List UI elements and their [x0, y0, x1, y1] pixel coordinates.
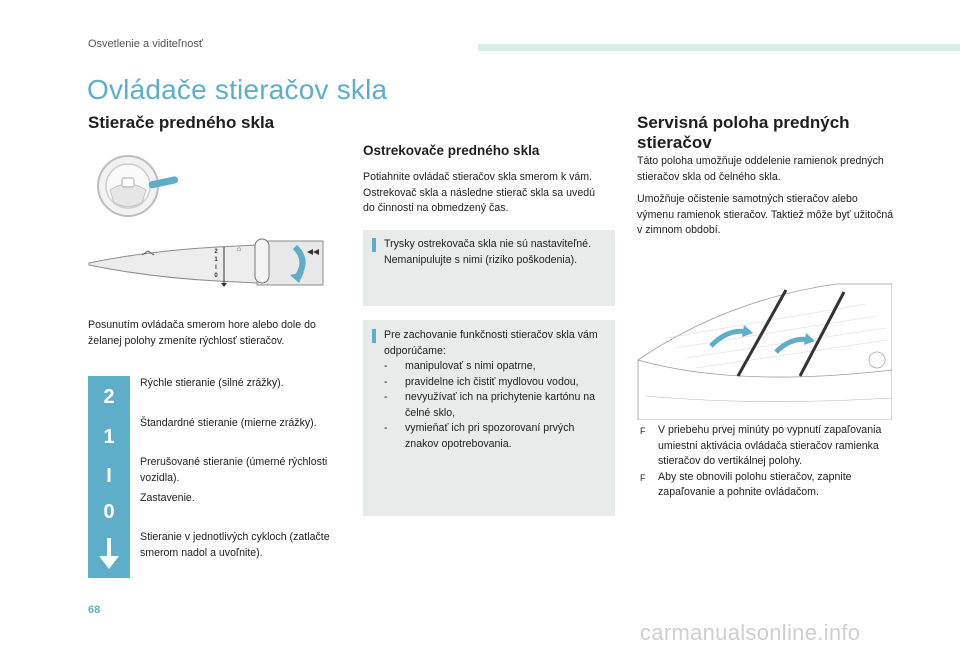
page-title: Ovládače stieračov skla [87, 74, 388, 105]
care-list [384, 359, 605, 452]
mode-text: Zastavenie. [140, 492, 195, 504]
mode-icon-2: 2 [88, 376, 130, 418]
mode-text: Rýchle stieranie (silné zrážky). [140, 377, 284, 389]
washers-intro: Potiahnite ovládač stieračov skla smerom k vám. Ostrekovač skla a následne stierač skla sa uvedú do činnosti na obmedzený čas. [363, 171, 596, 214]
front-wipers-heading: Stierače predného skla [88, 113, 275, 132]
windshield-illustration [636, 278, 892, 420]
header-bar [478, 44, 960, 51]
stalk-label-1: 1 [214, 257, 218, 263]
page-number: 68 [88, 604, 101, 616]
list-item: - nevyužívať ich na prichytenie kartónu na čelné sklo, [384, 391, 596, 419]
section-header: Osvetlenie a viditeľnosť [88, 38, 203, 50]
service-instructions [637, 423, 895, 501]
note-marker [372, 238, 376, 252]
stalk-label-2: 2 [214, 249, 218, 255]
note-marker [372, 329, 376, 343]
front-wipers-intro: Posunutím ovládača smerom hore alebo dole do želanej polohy zmeníte rýchlosť stieračov. [88, 319, 316, 347]
mode-icon-i: I [88, 455, 130, 497]
mode-text: Prerušované stieranie (úmerné rýchlosti vozidla). [140, 456, 328, 484]
service-para-1: Táto poloha umožňuje oddelenie ramienok predných stieračov skla od čelného skla. [637, 155, 884, 183]
svg-text:⌂: ⌂ [237, 246, 242, 253]
bullet-icon: F [640, 472, 646, 483]
mode-text: Štandardné stieranie (mierne zrážky). [140, 417, 317, 429]
mode-icon-1: 1 [88, 416, 130, 458]
list-item: - vymieňať ich pri spozorovaní prvých znakov opotrebovania. [384, 422, 575, 450]
mode-single [88, 530, 338, 578]
stalk-position-labels [212, 248, 220, 280]
down-arrow-icon [88, 530, 130, 578]
list-item: F V priebehu prvej minúty po vypnutí zapaľovania umiestni aktivácia ovládača stieračov ramienka stieračov do vertikálnej polohy. [640, 424, 882, 467]
service-para-2: Umožňuje očistenie samotných stieračov alebo výmenu ramienok stieračov. Taktiež môže byť užitočná v zimnom období. [637, 193, 894, 236]
steering-wheel-illustration [90, 148, 185, 223]
note-nozzles [363, 230, 615, 306]
mode-icon-0: 0 [88, 491, 130, 533]
list-item: - manipulovať s nimi opatrne, [384, 360, 536, 372]
list-item: F Aby ste obnovili polohu stieračov, zapnite zapaľovanie a pohnite ovládačom. [640, 470, 852, 498]
note-care [363, 320, 615, 516]
mode-text: Stieranie v jednotlivých cykloch (zatlačte smerom nadol a uvoľnite). [140, 531, 330, 559]
note-care-intro: Pre zachovanie funkčnosti stieračov skla vám odporúčame: [384, 329, 598, 357]
watermark: carmanualsonline.info [640, 620, 861, 645]
service-position-heading: Servisná poloha predných stieračov [637, 113, 850, 152]
list-item: - pravidelne ich čistiť mydlovou vodou, [384, 375, 579, 388]
note-nozzles-text: Trysky ostrekovača skla nie sú nastaviteľné. Nemanipulujte s nimi (riziko poškodenia). [384, 238, 592, 266]
stalk-label-0: 0 [214, 273, 218, 279]
wiper-stalk-illustration [87, 233, 327, 293]
stalk-label-i: I [215, 265, 217, 271]
bullet-icon: F [640, 426, 646, 436]
washers-heading: Ostrekovače predného skla [363, 143, 540, 158]
